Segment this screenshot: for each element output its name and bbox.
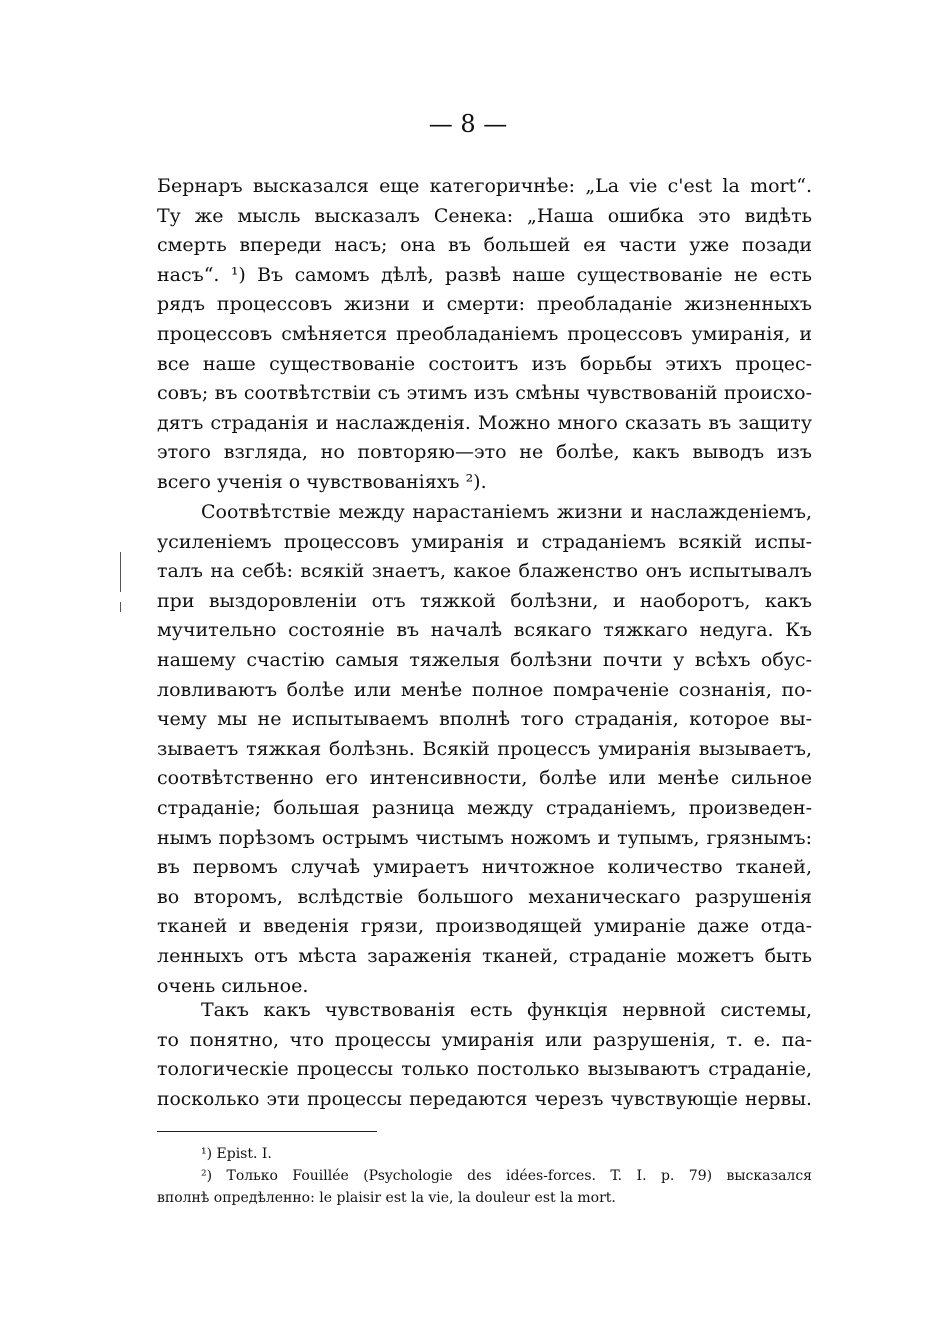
text-line: посколько эти процессы передаются черезъ чувствующіе нервы.: [157, 1088, 812, 1110]
text-line: талъ на себѣ: всякій знаетъ, какое блаженство онъ испытывалъ: [157, 560, 812, 583]
footnote-2: ²) Только Fouillée (Psychologie des idées-forces. T. I. p. 79) высказался: [201, 1168, 812, 1184]
text-line: нымъ порѣзомъ острымъ чистымъ ножомъ и тупымъ, грязнымъ:: [157, 826, 812, 849]
margin-marks: [120, 552, 122, 612]
text-line: при выздоровленіи отъ тяжкой болѣзни, и наоборотъ, какъ: [157, 589, 812, 612]
text-line: рядъ процессовъ жизни и смерти: преобладаніе жизненныхъ: [157, 293, 812, 316]
text-line: Бернаръ высказался еще категоричнѣе: „La vie c'est la mort“.: [157, 175, 812, 197]
text-line: процессовъ смѣняется преобладаніемъ процессовъ умиранія, и: [157, 322, 812, 345]
text-line: соотвѣтственно его интенсивности, болѣе или менѣе сильное: [157, 767, 812, 790]
text-line: въ первомъ случаѣ умираетъ ничтожное количество тканей,: [157, 856, 812, 879]
text-line: все наше существованіе состоитъ изъ борьбы этихъ процес-: [157, 352, 812, 375]
text-line: страданіе; большая разница между страданіемъ, произведен-: [157, 796, 812, 819]
text-line: смерть впереди насъ; она въ большей ея части уже позади: [157, 234, 812, 257]
paragraph-1: [157, 172, 812, 498]
text-line: нашему счастію самыя тяжелыя болѣзни почти у всѣхъ обус-: [157, 648, 812, 671]
text-line: мучительно состояніе въ началѣ всякаго тяжкаго недуга. Къ: [157, 619, 812, 642]
text-line: Соотвѣтствіе между нарастаніемъ жизни и наслажденіемъ,: [201, 501, 812, 523]
text-line: ленныхъ отъ мѣста зараженія тканей, страданіе можетъ быть: [157, 944, 812, 967]
text-line: зываетъ тяжкая болѣзнь. Всякій процессъ умиранія вызываетъ,: [157, 737, 812, 760]
footnote-rule: [157, 1131, 377, 1132]
text-line: то понятно, что процессы умиранія или разрушенія, т. е. па-: [157, 1028, 812, 1051]
text-line: этого взгляда, но повторяю—это не болѣе, какъ выводъ изъ: [157, 441, 812, 464]
paragraph-2: [157, 498, 812, 1001]
text-line: ловливаютъ болѣе или менѣе полное помраченіе сознанія, по-: [157, 678, 812, 701]
text-line: всего ученія о чувствованіяхъ ²).: [157, 470, 487, 493]
text-line: совъ; въ соотвѣтствіи съ этимъ изъ смѣны чувствованій происхо-: [157, 382, 812, 405]
text-line: чему мы не испытываемъ вполнѣ того страданія, которое вы-: [157, 708, 812, 731]
text-line: тологическіе процессы только постолько вызываютъ страданіе,: [157, 1058, 812, 1081]
text-line: очень сильное.: [157, 974, 309, 997]
footnote-2-continuation: вполнѣ опредѣленно: le plaisir est la vie, la douleur est la mort.: [157, 1190, 616, 1206]
text-line: усиленіемъ процессовъ умиранія и страданіемъ всякій испы-: [157, 530, 812, 553]
text-line: Такъ какъ чувствованія есть функція нервной системы,: [201, 999, 812, 1021]
page-number: — 8 —: [428, 110, 508, 138]
footnote-1: ¹) Epist. I.: [201, 1146, 272, 1162]
paragraph-3: [157, 996, 812, 1114]
text-line: насъ“. ¹) Въ самомъ дѣлѣ, развѣ наше существованіе не есть: [157, 263, 812, 286]
text-line: тканей и введенія грязи, производящей умираніе даже отда-: [157, 915, 812, 938]
text-line: дятъ страданія и наслажденія. Можно много сказать въ защиту: [157, 411, 812, 434]
text-line: во второмъ, вслѣдствіе большого механическаго разрушенія: [157, 885, 812, 908]
footnotes: [157, 1143, 812, 1209]
text-line: Ту же мысль высказалъ Сенека: „Наша ошибка это видѣть: [157, 204, 812, 227]
